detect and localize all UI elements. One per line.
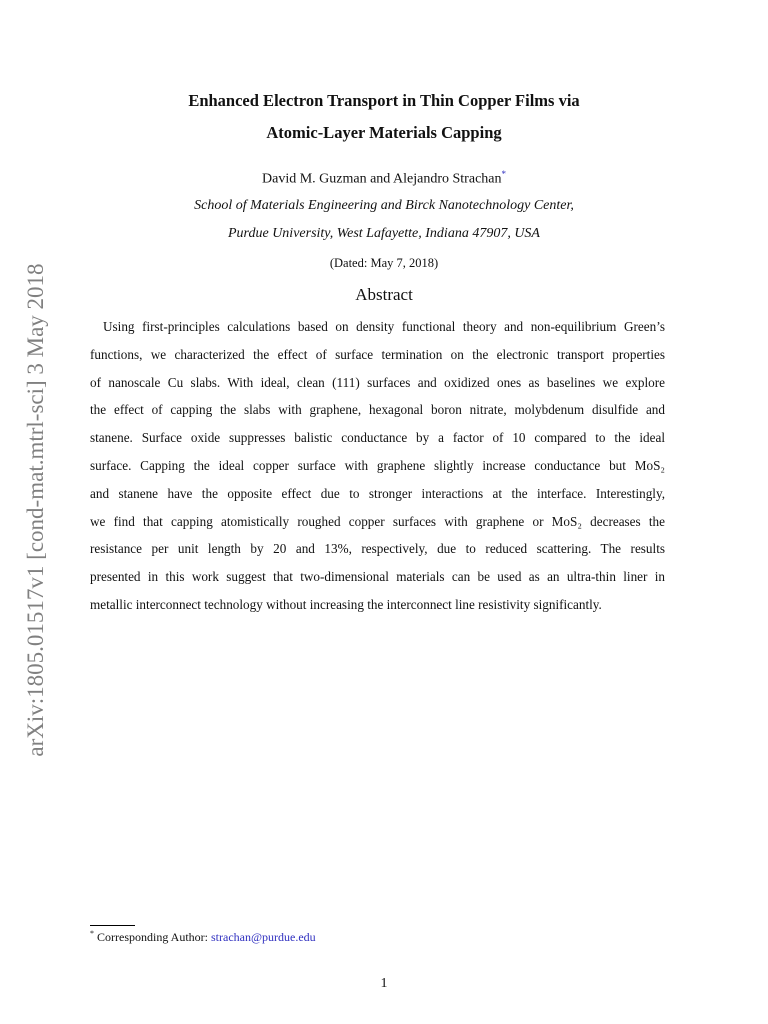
abstract-line: presented in this work suggest that two-dimensional materials can be used as an ultra-thin liner in bbox=[90, 569, 665, 585]
title-line-1: Enhanced Electron Transport in Thin Copper Films via bbox=[188, 91, 580, 110]
author-email-link[interactable]: strachan@purdue.edu bbox=[211, 930, 316, 944]
abstract-line: functions, we characterized the effect of surface termination on the electronic transport properties bbox=[90, 346, 665, 362]
arxiv-stamp: arXiv:1805.01517v1 [cond-mat.mtrl-sci] 3 May 2018 bbox=[23, 263, 48, 757]
abstract-line: resistance per unit length by 20 and 13%, respectively, due to reduced scattering. The results bbox=[90, 541, 665, 557]
author-footnote-mark[interactable]: * bbox=[501, 169, 506, 179]
abstract-line: surface. Capping the ideal copper surface with graphene slightly increase conductance but MoS₂ bbox=[90, 457, 665, 473]
footnote-rule bbox=[90, 925, 135, 926]
abstract-line: of nanoscale Cu slabs. With ideal, clean (111) surfaces and oxidized ones as baselines we explore bbox=[90, 374, 665, 390]
abstract-heading: Abstract bbox=[355, 285, 413, 304]
title-line-2: Atomic-Layer Materials Capping bbox=[266, 123, 502, 142]
authors bbox=[0, 169, 768, 188]
page-number: 1 bbox=[380, 976, 388, 991]
affiliation-line-2: Purdue University, West Lafayette, Indiana 47907, USA bbox=[228, 226, 540, 241]
abstract-line: we find that capping atomistically roughed copper surfaces with graphene or MoS₂ decreases the bbox=[90, 513, 665, 529]
affiliation-line-1: School of Materials Engineering and Birck Nanotechnology Center, bbox=[194, 198, 574, 213]
footnote-label: Corresponding Author: bbox=[97, 930, 211, 944]
abstract-line: the effect of capping the slabs with graphene, hexagonal boron nitrate, molybdenum disulfide and bbox=[90, 402, 665, 418]
abstract-line: and stanene have the opposite effect due to stronger interactions at the interface. Interestingly, bbox=[90, 485, 665, 501]
footnote bbox=[90, 929, 316, 945]
abstract-body bbox=[90, 317, 665, 623]
footnote-mark: * bbox=[90, 929, 94, 938]
abstract-line: stanene. Surface oxide suppresses balistic conductance by a factor of 10 compared to the ideal bbox=[90, 430, 665, 446]
abstract-line: Using first-principles calculations based on density functional theory and non-equilibrium Green’s bbox=[103, 319, 665, 334]
abstract-line: metallic interconnect technology without increasing the interconnect line resistivity significantly. bbox=[90, 596, 602, 612]
date: (Dated: May 7, 2018) bbox=[329, 256, 439, 270]
author-names: David M. Guzman and Alejandro Strachan bbox=[262, 171, 502, 187]
